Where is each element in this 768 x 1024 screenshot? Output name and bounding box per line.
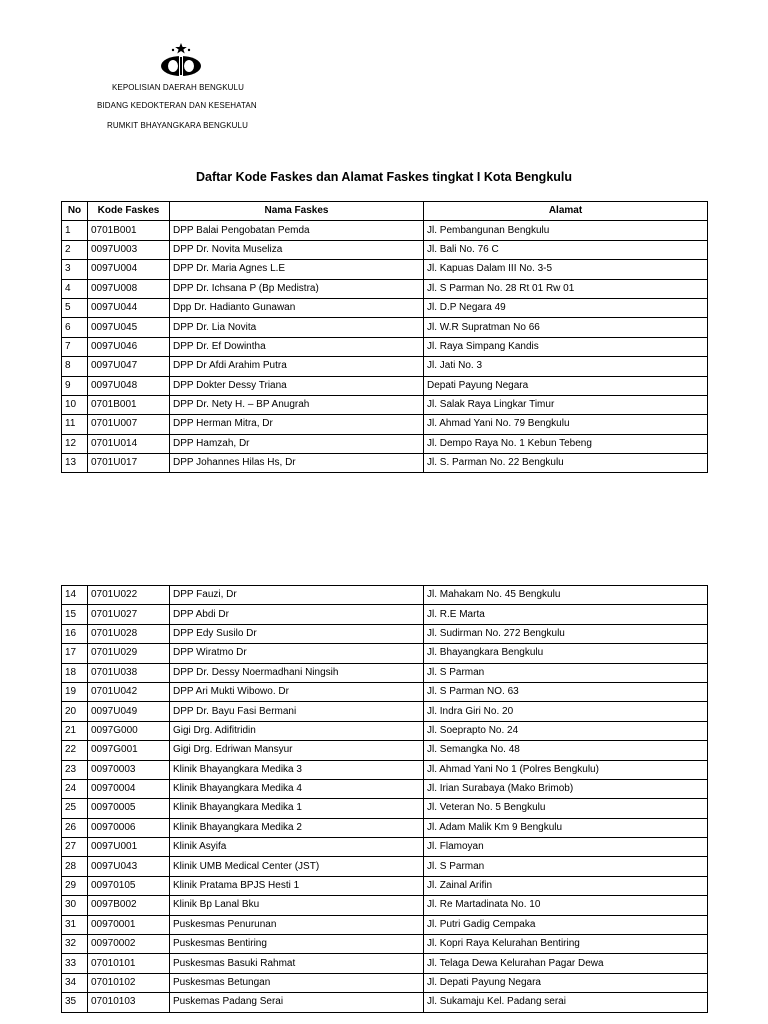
table-row bbox=[62, 586, 708, 605]
table-row bbox=[62, 818, 708, 837]
cell-alamat: Jl. Salak Raya Lingkar Timur bbox=[424, 395, 708, 414]
cell-nama-faskes: DPP Dr. Dessy Noermadhani Ningsih bbox=[170, 663, 424, 682]
cell-nama-faskes: Puskesmas Basuki Rahmat bbox=[170, 954, 424, 973]
cell-kode-faskes: 07010102 bbox=[88, 973, 170, 992]
table-row bbox=[62, 702, 708, 721]
cell-no: 16 bbox=[62, 624, 88, 643]
cell-no: 4 bbox=[62, 279, 88, 298]
cell-kode-faskes: 00970004 bbox=[88, 779, 170, 798]
cell-alamat: Jl. Telaga Dewa Kelurahan Pagar Dewa bbox=[424, 954, 708, 973]
cell-no: 17 bbox=[62, 644, 88, 663]
cell-nama-faskes: Dpp Dr. Hadianto Gunawan bbox=[170, 298, 424, 317]
table-row bbox=[62, 993, 708, 1012]
cell-kode-faskes: 0701U029 bbox=[88, 644, 170, 663]
table-row bbox=[62, 915, 708, 934]
cell-alamat: Jl. Veteran No. 5 Bengkulu bbox=[424, 799, 708, 818]
cell-nama-faskes: DPP Dr. Nety H. – BP Anugrah bbox=[170, 395, 424, 414]
cell-kode-faskes: 00970002 bbox=[88, 935, 170, 954]
cell-kode-faskes: 0097U043 bbox=[88, 857, 170, 876]
cell-nama-faskes: Klinik Bp Lanal Bku bbox=[170, 896, 424, 915]
table-row bbox=[62, 779, 708, 798]
cell-alamat: Jl. Ahmad Yani No. 79 Bengkulu bbox=[424, 415, 708, 434]
cell-kode-faskes: 0097U047 bbox=[88, 357, 170, 376]
table-row bbox=[62, 644, 708, 663]
cell-nama-faskes: Puskesmas Bentiring bbox=[170, 935, 424, 954]
cell-alamat: Depati Payung Negara bbox=[424, 376, 708, 395]
column-header-no: No bbox=[62, 202, 88, 221]
cell-alamat: Jl. S. Parman No. 22 Bengkulu bbox=[424, 454, 708, 473]
cell-kode-faskes: 07010101 bbox=[88, 954, 170, 973]
cell-nama-faskes: DPP Dr. Maria Agnes L.E bbox=[170, 260, 424, 279]
cell-no: 13 bbox=[62, 454, 88, 473]
cell-no: 29 bbox=[62, 876, 88, 895]
cell-alamat: Jl. R.E Marta bbox=[424, 605, 708, 624]
header-line-hospital: RUMKIT BHAYANGKARA BENGKULU bbox=[107, 121, 248, 130]
cell-nama-faskes: Puskemas Padang Serai bbox=[170, 993, 424, 1012]
cell-alamat: Jl. W.R Supratman No 66 bbox=[424, 318, 708, 337]
cell-alamat: Jl. Kapuas Dalam III No. 3-5 bbox=[424, 260, 708, 279]
cell-alamat: Jl. Mahakam No. 45 Bengkulu bbox=[424, 586, 708, 605]
cell-nama-faskes: DPP Edy Susilo Dr bbox=[170, 624, 424, 643]
cell-alamat: Jl. Raya Simpang Kandis bbox=[424, 337, 708, 356]
cell-nama-faskes: Klinik Asyifa bbox=[170, 838, 424, 857]
cell-nama-faskes: Gigi Drg. Adifitridin bbox=[170, 721, 424, 740]
cell-alamat: Jl. Dempo Raya No. 1 Kebun Tebeng bbox=[424, 434, 708, 453]
cell-nama-faskes: DPP Dr Afdi Arahim Putra bbox=[170, 357, 424, 376]
cell-nama-faskes: DPP Dokter Dessy Triana bbox=[170, 376, 424, 395]
cell-nama-faskes: Klinik Bhayangkara Medika 3 bbox=[170, 760, 424, 779]
table-row bbox=[62, 605, 708, 624]
table-row bbox=[62, 935, 708, 954]
cell-nama-faskes: DPP Ari Mukti Wibowo. Dr bbox=[170, 682, 424, 701]
cell-no: 11 bbox=[62, 415, 88, 434]
cell-no: 6 bbox=[62, 318, 88, 337]
cell-alamat: Jl. Sukamaju Kel. Padang serai bbox=[424, 993, 708, 1012]
cell-kode-faskes: 0097U004 bbox=[88, 260, 170, 279]
cell-alamat: Jl. Indra Giri No. 20 bbox=[424, 702, 708, 721]
faskes-table-part-1 bbox=[61, 201, 708, 473]
cell-nama-faskes: DPP Herman Mitra, Dr bbox=[170, 415, 424, 434]
cell-kode-faskes: 0097G001 bbox=[88, 741, 170, 760]
police-emblem-icon bbox=[158, 42, 204, 78]
table-row bbox=[62, 395, 708, 414]
cell-no: 2 bbox=[62, 240, 88, 259]
cell-nama-faskes: DPP Hamzah, Dr bbox=[170, 434, 424, 453]
cell-alamat: Jl. Jati No. 3 bbox=[424, 357, 708, 376]
cell-alamat: Jl. Semangka No. 48 bbox=[424, 741, 708, 760]
cell-no: 33 bbox=[62, 954, 88, 973]
cell-alamat: Jl. Sudirman No. 272 Bengkulu bbox=[424, 624, 708, 643]
cell-kode-faskes: 0097U045 bbox=[88, 318, 170, 337]
cell-alamat: Jl. Depati Payung Negara bbox=[424, 973, 708, 992]
cell-kode-faskes: 0701U028 bbox=[88, 624, 170, 643]
table-row bbox=[62, 279, 708, 298]
header-line-department: BIDANG KEDOKTERAN DAN KESEHATAN bbox=[97, 101, 257, 110]
table-row bbox=[62, 318, 708, 337]
cell-no: 14 bbox=[62, 586, 88, 605]
table-row bbox=[62, 221, 708, 240]
table-row bbox=[62, 376, 708, 395]
table-row bbox=[62, 760, 708, 779]
cell-no: 18 bbox=[62, 663, 88, 682]
cell-kode-faskes: 0701B001 bbox=[88, 221, 170, 240]
cell-alamat: Jl. Pembangunan Bengkulu bbox=[424, 221, 708, 240]
table-header-row bbox=[62, 202, 708, 221]
table-row bbox=[62, 357, 708, 376]
table-row bbox=[62, 954, 708, 973]
cell-alamat: Jl. Zainal Arifin bbox=[424, 876, 708, 895]
cell-kode-faskes: 0097U001 bbox=[88, 838, 170, 857]
faskes-table-part-2 bbox=[61, 585, 708, 1013]
cell-alamat: Jl. S Parman NO. 63 bbox=[424, 682, 708, 701]
cell-alamat: Jl. Kopri Raya Kelurahan Bentiring bbox=[424, 935, 708, 954]
cell-no: 27 bbox=[62, 838, 88, 857]
cell-alamat: Jl. Ahmad Yani No 1 (Polres Bengkulu) bbox=[424, 760, 708, 779]
cell-no: 28 bbox=[62, 857, 88, 876]
cell-kode-faskes: 00970005 bbox=[88, 799, 170, 818]
cell-alamat: Jl. Adam Malik Km 9 Bengkulu bbox=[424, 818, 708, 837]
cell-kode-faskes: 0097U046 bbox=[88, 337, 170, 356]
table-row bbox=[62, 337, 708, 356]
cell-kode-faskes: 00970001 bbox=[88, 915, 170, 934]
cell-kode-faskes: 0097U049 bbox=[88, 702, 170, 721]
cell-alamat: Jl. Re Martadinata No. 10 bbox=[424, 896, 708, 915]
cell-nama-faskes: DPP Balai Pengobatan Pemda bbox=[170, 221, 424, 240]
cell-kode-faskes: 0097U048 bbox=[88, 376, 170, 395]
cell-no: 35 bbox=[62, 993, 88, 1012]
document-title: Daftar Kode Faskes dan Alamat Faskes tingkat I Kota Bengkulu bbox=[195, 170, 573, 184]
cell-no: 22 bbox=[62, 741, 88, 760]
cell-nama-faskes: Klinik Pratama BPJS Hesti 1 bbox=[170, 876, 424, 895]
cell-no: 23 bbox=[62, 760, 88, 779]
table-row bbox=[62, 682, 708, 701]
cell-no: 5 bbox=[62, 298, 88, 317]
cell-alamat: Jl. Putri Gadig Cempaka bbox=[424, 915, 708, 934]
cell-nama-faskes: Klinik UMB Medical Center (JST) bbox=[170, 857, 424, 876]
cell-alamat: Jl. D.P Negara 49 bbox=[424, 298, 708, 317]
cell-kode-faskes: 0097U044 bbox=[88, 298, 170, 317]
table-row bbox=[62, 240, 708, 259]
cell-alamat: Jl. S Parman No. 28 Rt 01 Rw 01 bbox=[424, 279, 708, 298]
table-row bbox=[62, 799, 708, 818]
cell-no: 8 bbox=[62, 357, 88, 376]
cell-no: 12 bbox=[62, 434, 88, 453]
cell-alamat: Jl. S Parman bbox=[424, 663, 708, 682]
table-row bbox=[62, 454, 708, 473]
cell-no: 7 bbox=[62, 337, 88, 356]
cell-nama-faskes: DPP Dr. Bayu Fasi Bermani bbox=[170, 702, 424, 721]
cell-nama-faskes: Gigi Drg. Edriwan Mansyur bbox=[170, 741, 424, 760]
cell-nama-faskes: Klinik Bhayangkara Medika 1 bbox=[170, 799, 424, 818]
table-row bbox=[62, 721, 708, 740]
cell-kode-faskes: 0701U007 bbox=[88, 415, 170, 434]
cell-alamat: Jl. Flamoyan bbox=[424, 838, 708, 857]
cell-alamat: Jl. S Parman bbox=[424, 857, 708, 876]
cell-no: 10 bbox=[62, 395, 88, 414]
cell-kode-faskes: 0701U042 bbox=[88, 682, 170, 701]
cell-kode-faskes: 0701U038 bbox=[88, 663, 170, 682]
cell-kode-faskes: 0701B001 bbox=[88, 395, 170, 414]
table-row bbox=[62, 415, 708, 434]
cell-kode-faskes: 0701U022 bbox=[88, 586, 170, 605]
cell-kode-faskes: 0701U014 bbox=[88, 434, 170, 453]
cell-kode-faskes: 0701U027 bbox=[88, 605, 170, 624]
cell-no: 25 bbox=[62, 799, 88, 818]
cell-nama-faskes: DPP Wiratmo Dr bbox=[170, 644, 424, 663]
cell-no: 3 bbox=[62, 260, 88, 279]
column-header-alamat: Alamat bbox=[424, 202, 708, 221]
cell-no: 21 bbox=[62, 721, 88, 740]
cell-no: 20 bbox=[62, 702, 88, 721]
table-row bbox=[62, 973, 708, 992]
cell-no: 15 bbox=[62, 605, 88, 624]
table-row bbox=[62, 857, 708, 876]
cell-kode-faskes: 0097U008 bbox=[88, 279, 170, 298]
cell-no: 24 bbox=[62, 779, 88, 798]
cell-nama-faskes: DPP Dr. Ichsana P (Bp Medistra) bbox=[170, 279, 424, 298]
cell-nama-faskes: DPP Dr. Ef Dowintha bbox=[170, 337, 424, 356]
cell-nama-faskes: DPP Dr. Novita Museliza bbox=[170, 240, 424, 259]
cell-kode-faskes: 00970003 bbox=[88, 760, 170, 779]
cell-no: 19 bbox=[62, 682, 88, 701]
cell-kode-faskes: 00970006 bbox=[88, 818, 170, 837]
cell-nama-faskes: DPP Fauzi, Dr bbox=[170, 586, 424, 605]
cell-nama-faskes: Puskesmas Betungan bbox=[170, 973, 424, 992]
table-row bbox=[62, 741, 708, 760]
table-row bbox=[62, 896, 708, 915]
cell-alamat: Jl. Soeprapto No. 24 bbox=[424, 721, 708, 740]
column-header-kode: Kode Faskes bbox=[88, 202, 170, 221]
header-line-institution: KEPOLISIAN DAERAH BENGKULU bbox=[112, 83, 244, 92]
cell-nama-faskes: Klinik Bhayangkara Medika 4 bbox=[170, 779, 424, 798]
table-row bbox=[62, 624, 708, 643]
cell-kode-faskes: 0097G000 bbox=[88, 721, 170, 740]
cell-nama-faskes: DPP Johannes Hilas Hs, Dr bbox=[170, 454, 424, 473]
table-row bbox=[62, 838, 708, 857]
table-row bbox=[62, 663, 708, 682]
cell-kode-faskes: 0097U003 bbox=[88, 240, 170, 259]
cell-kode-faskes: 0097B002 bbox=[88, 896, 170, 915]
cell-kode-faskes: 07010103 bbox=[88, 993, 170, 1012]
cell-nama-faskes: Klinik Bhayangkara Medika 2 bbox=[170, 818, 424, 837]
cell-no: 34 bbox=[62, 973, 88, 992]
cell-alamat: Jl. Irian Surabaya (Mako Brimob) bbox=[424, 779, 708, 798]
cell-no: 1 bbox=[62, 221, 88, 240]
cell-nama-faskes: DPP Abdi Dr bbox=[170, 605, 424, 624]
table-row bbox=[62, 260, 708, 279]
cell-no: 9 bbox=[62, 376, 88, 395]
cell-alamat: Jl. Bhayangkara Bengkulu bbox=[424, 644, 708, 663]
cell-no: 30 bbox=[62, 896, 88, 915]
cell-no: 31 bbox=[62, 915, 88, 934]
cell-alamat: Jl. Bali No. 76 C bbox=[424, 240, 708, 259]
cell-nama-faskes: Puskesmas Penurunan bbox=[170, 915, 424, 934]
cell-nama-faskes: DPP Dr. Lia Novita bbox=[170, 318, 424, 337]
cell-no: 26 bbox=[62, 818, 88, 837]
table-row bbox=[62, 298, 708, 317]
cell-kode-faskes: 00970105 bbox=[88, 876, 170, 895]
cell-kode-faskes: 0701U017 bbox=[88, 454, 170, 473]
table-row bbox=[62, 876, 708, 895]
column-header-nama: Nama Faskes bbox=[170, 202, 424, 221]
table-row bbox=[62, 434, 708, 453]
cell-no: 32 bbox=[62, 935, 88, 954]
